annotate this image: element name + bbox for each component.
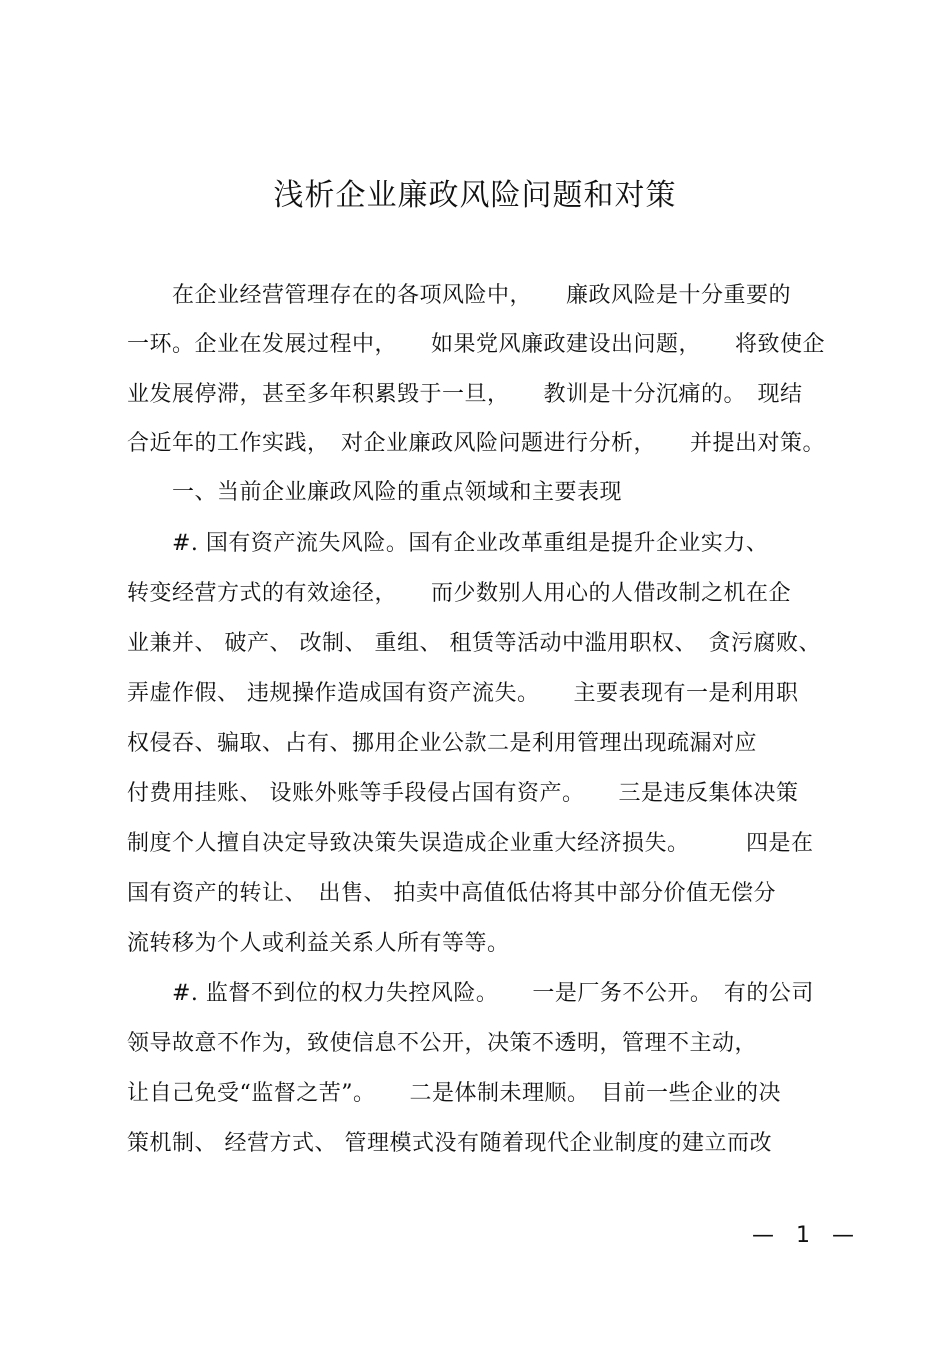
body-line: 国有资产的转让、 出售、 拍卖中高值低估将其中部分价值无偿分 xyxy=(127,881,776,906)
body-line: 权侵吞、骗取、占有、挪用企业公款二是利用管理出现疏漏对应 xyxy=(127,731,758,756)
body-line: 业发展停滞，甚至多年积累毁于一旦， 教训是十分沉痛的。 现结 xyxy=(127,382,803,407)
body-line: 策机制、 经营方式、 管理模式没有随着现代企业制度的建立而改 xyxy=(127,1131,772,1156)
body-line: 领导故意不作为，致使信息不公开，决策不透明，管理不主动， xyxy=(127,1031,758,1056)
body-line: 业兼并、 破产、 改制、 重组、 租赁等活动中滥用职权、 贪污腐败、 xyxy=(127,631,821,656)
body-line: 流转移为个人或利益关系人所有等等。 xyxy=(127,931,510,956)
document-title: 浅析企业廉政风险问题和对策 xyxy=(273,178,677,213)
body-line: #. 国有资产流失风险。国有企业改革重组是提升企业实力、 xyxy=(127,531,769,556)
body-line: 合近年的工作实践， 对企业廉政风险问题进行分析， 并提出对策。 xyxy=(127,431,826,456)
body-line: 付费用挂账、 设账外账等手段侵占国有资产。 三是违反集体决策 xyxy=(127,781,799,806)
section-heading: 一、当前企业廉政风险的重点领域和主要表现 xyxy=(127,480,623,505)
body-line: 弄虚作假、 违规操作造成国有资产流失。 主要表现有一是利用职 xyxy=(127,681,799,706)
body-line: 让自己免受“监督之苦”。 二是体制未理顺。 目前一些企业的决 xyxy=(127,1081,781,1106)
page-number: — 1 — xyxy=(752,1223,854,1248)
body-line: #. 监督不到位的权力失控风险。 一是厂务不公开。 有的公司 xyxy=(127,981,814,1006)
body-line: 转变经营方式的有效途径， 而少数别人用心的人借改制之机在企 xyxy=(127,581,792,606)
body-line: 在企业经营管理存在的各项风险中， 廉政风险是十分重要的 xyxy=(127,283,792,308)
body-line: 制度个人擅自决定导致决策失误造成企业重大经济损失。 四是在 xyxy=(127,831,814,856)
body-line: 一环。企业在发展过程中， 如果党风廉政建设出问题， 将致使企 xyxy=(127,332,826,357)
